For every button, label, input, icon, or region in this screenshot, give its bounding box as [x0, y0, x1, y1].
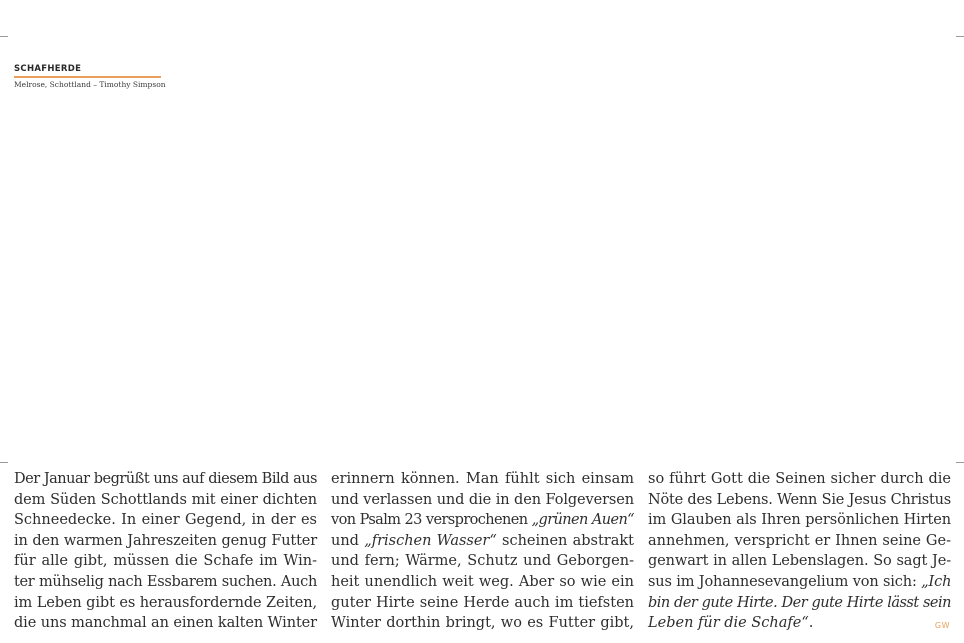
text-fragment: von Psalm 23 versprochenen — [331, 512, 532, 529]
text-column-2 — [331, 469, 634, 634]
text-line: Der Januar begrüßt uns auf diesem Bild aus — [14, 471, 317, 487]
crop-mark-middle-right — [956, 462, 964, 463]
caption-title: SCHAFHERDE — [14, 64, 161, 78]
text-line: Schneedecke. In einer Gegend, in der es — [14, 512, 317, 529]
text-line: so führt Gott die Seinen sicher durch die — [648, 471, 951, 487]
text-line: guter Hirte seine Herde auch im tiefsten — [331, 594, 634, 611]
quote-gruene-auen: „grünen Auen“ — [531, 512, 634, 529]
text-line: ter mühselig nach Essbarem suchen. Auch — [14, 573, 317, 590]
text-line — [331, 510, 634, 531]
text-line — [648, 593, 951, 614]
folio-mark: GW — [934, 621, 950, 630]
text-column-1 — [14, 469, 317, 634]
text-line: Nöte des Lebens. Wenn Sie Jesus Christus — [648, 491, 952, 508]
text-fragment: sus im Johannesevangelium von sich: — [648, 573, 922, 590]
caption-credit: Melrose, Schottland – Timothy Simpson — [14, 80, 166, 89]
quote-jesus-start: „Ich — [921, 573, 952, 590]
text-fragment: scheinen abstrakt — [496, 532, 634, 549]
text-line: Winter dorthin bringt, wo es Futter gibt, — [331, 615, 634, 632]
image-caption — [14, 64, 166, 89]
text-fragment: und — [331, 532, 365, 549]
text-line: im Leben gibt es herausfordernde Zeiten, — [14, 594, 317, 611]
text-line: genwart in allen Lebenslagen. So sagt Je- — [648, 553, 951, 570]
quote-jesus-middle: bin der gute Hirte. Der gute Hirte lässt sein — [648, 594, 951, 611]
crop-mark-top-left — [0, 36, 8, 37]
text-line: annehmen, verspricht er Ihnen seine Ge- — [648, 532, 951, 549]
quote-frisches-wasser: „frischen Wasser“ — [364, 532, 497, 549]
text-line: für alle gibt, müssen die Schafe im Win- — [14, 553, 317, 570]
text-line: heit unendlich weit weg. Aber so wie ein — [331, 573, 634, 590]
text-fragment: . — [808, 615, 814, 632]
text-line: und fern; Wärme, Schutz und Geborgen- — [331, 553, 634, 570]
text-line: in den warmen Jahreszeiten genug Futter — [14, 532, 317, 549]
text-line: dem Süden Schottlands mit einer dichten — [14, 491, 317, 508]
crop-mark-top-right — [956, 36, 964, 37]
crop-mark-middle-left — [0, 462, 8, 463]
text-line — [331, 531, 634, 552]
text-column-3 — [648, 469, 951, 634]
text-line — [648, 572, 951, 593]
quote-jesus-end: Leben für die Schafe“ — [648, 615, 809, 632]
text-line — [648, 613, 951, 634]
text-line: im Glauben als Ihren persönlichen Hirten — [648, 512, 951, 529]
text-line: die uns manchmal an einen kalten Winter — [14, 615, 317, 632]
text-line: erinnern können. Man fühlt sich einsam — [331, 471, 634, 487]
text-line: und verlassen und die in den Folgeversen — [331, 491, 634, 508]
